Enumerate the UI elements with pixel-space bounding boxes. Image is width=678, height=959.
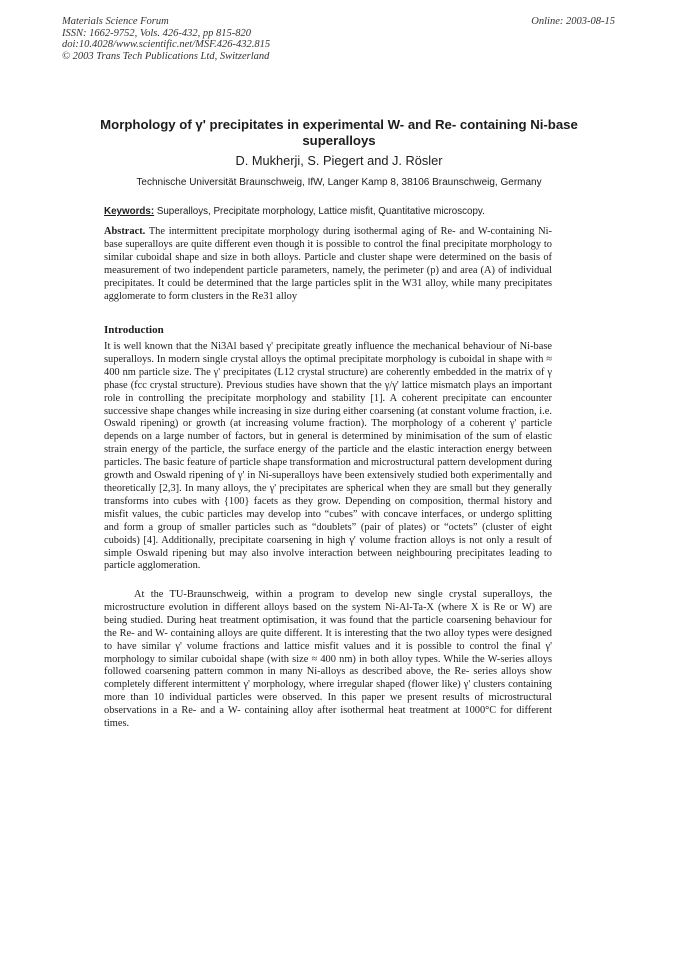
keywords-label: Keywords: — [104, 206, 155, 217]
doi-line: doi:10.4028/www.scientific.net/MSF.426-432.815 — [62, 39, 271, 50]
keywords-line — [104, 206, 485, 217]
paper-authors: D. Mukherji, S. Piegert and J. Rösler — [235, 153, 443, 168]
keywords-text: Superalloys, Precipitate morphology, Lattice misfit, Quantitative microscopy. — [156, 206, 485, 217]
paper-title: Morphology of γ' precipitates in experimental W- and Re- containing Ni-base superalloys — [100, 117, 578, 148]
paper-affiliation: Technische Universität Braunschweig, IfW, Langer Kamp 8, 38106 Braunschweig, Germany — [136, 177, 542, 188]
abstract — [104, 226, 552, 303]
introduction-paragraph-2: At the TU-Braunschweig, within a program to develop new single crystal superalloys, the microstructure evolution in different alloys based on the system Ni-Al-Ta-X (where X is Re or W) are being studied. During heat treatment optimisation, it was found that the particle coarsening behaviour for the Re- and W- containing alloys are quite different. It is interesting that the two alloy types were designed to have similar γ' volume fractions and lattice misfit values and it is possible to control the final γ' morphology to similar cuboidal shape (with size ≈ 400 nm) in both alloy types. While the W-series alloys followed coarsening pattern common in many Ni-alloys as described above, the Re- series alloys show completely different intermittent γ' morphology, where irregular shaped (flower like) γ' clusters containing more than 10 individual particles were observed. In this paper we present results of microstructural observations in a Re- and a W- containing alloy after isothermal heat treatment at 1000°C for different times. — [104, 589, 552, 730]
abstract-label: Abstract. — [104, 226, 146, 237]
issn-line: ISSN: 1662-9752, Vols. 426-432, pp 815-820 — [62, 27, 251, 39]
introduction-heading: Introduction — [104, 324, 164, 336]
publication-info — [62, 16, 270, 62]
online-date: Online: 2003-08-15 — [531, 16, 615, 27]
introduction-paragraph-1: It is well known that the Ni3Al based γ' precipitate greatly influence the mechanical behaviour of Ni-base superalloys. In modern single crystal alloys the optimal precipitate morphology is cuboidal in shape with ≈ 400 nm particle size. The γ' precipitates (L12 crystal structure) are coherently embedded in the matrix of γ phase (fcc crystal structure). Previous studies have shown that the γ/γ' lattice mismatch plays an important role in controlling the precipitate morphology and stability [1]. A coherent precipitate can encounter successive shape changes while increasing in size during either coarsening (at constant volume fraction, i.e. Oswald ripening) or growth (at increasing volume fraction). The morphology of a coherent γ' particle depends on a large number of factors, but in general is determined by minimisation of the sum of elastic strain energy of the particle, the surface energy of the particle and the elastic interaction energy between particles. The basic feature of particle shape transformation and microstructural pattern development during growth and Oswald ripening of γ' in Ni-superalloys have been extensively studied both experimentally and theoretically [2,3]. In many alloys, the γ' precipitates are spherical when they are small but they generally transforms into cubes with {100} facets as they grow. Depending on composition, thermal history and misfit values, the cubic particles may develop into “cubes” with concave interfaces, or undergo splitting and form a group of smaller particles such as “doublets” (pair of plates) or “octets” (cluster of eight cuboids) [4]. Additionally, precipitate coarsening in high γ' volume fraction alloys is not only a result of simple Oswald ripening but may also involve interaction between neighbouring precipitates leading to particle agglomeration. — [104, 341, 552, 572]
journal-name: Materials Science Forum — [62, 16, 169, 27]
copyright-line: © 2003 Trans Tech Publications Ltd, Switzerland — [62, 50, 270, 62]
abstract-text: The intermittent precipitate morphology during isothermal aging of Re- and W-containing Ni- base superalloys are quite different even though it is possible to control the final precipitate morphology to similar cuboidal shape and size in both alloys. Particle and cluster shape were determined on the basis of measurement of two independent particle parameters, namely, the perimeter (p) and area (A) of individual precipitates. It could be determined that the large particles split in the W31 alloy, while many precipitates agglomerate to form clusters in the Re31 alloy — [104, 226, 552, 302]
